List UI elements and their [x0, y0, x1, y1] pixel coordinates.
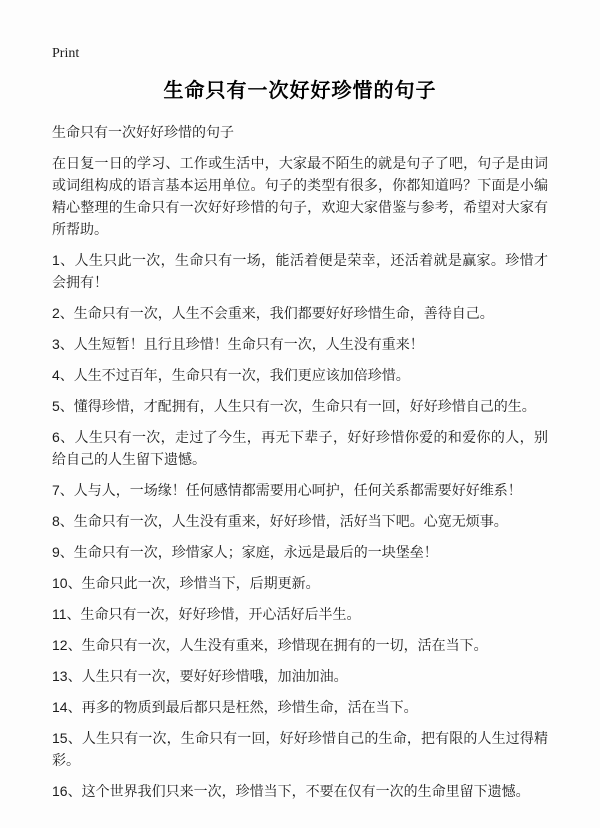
sentence-item: 15、人生只有一次，生命只有一回，好好珍惜自己的生命，把有限的人生过得精彩。: [52, 730, 548, 768]
sentence-item: 2、生命只有一次，人生不会重来，我们都要好好珍惜生命，善待自己。: [52, 305, 494, 321]
sentence-item: 7、人与人，一场缘！任何感情都需要用心呵护，任何关系都需要好好维系！: [52, 482, 522, 498]
sentence-item: 4、人生不过百年，生命只有一次，我们更应该加倍珍惜。: [52, 367, 410, 383]
sentence-item: 6、人生只有一次，走过了今生，再无下辈子，好好珍惜你爱的和爱你的人，别给自己的人生留下遗憾。: [52, 429, 548, 467]
subtitle: 生命只有一次好好珍惜的句子: [52, 124, 234, 140]
sentence-item: 8、生命只有一次，人生没有重来，好好珍惜，活好当下吧。心宽无烦事。: [52, 513, 508, 529]
sentence-item: 1、人生只此一次，生命只有一场，能活着便是荣幸，还活着就是赢家。珍惜才会拥有！: [52, 252, 548, 290]
sentence-item: 14、再多的物质到最后都只是枉然，珍惜生命，活在当下。: [52, 699, 418, 715]
sentence-item: 10、生命只此一次，珍惜当下，后期更新。: [52, 575, 320, 591]
sentence-item: 11、生命只有一次，好好珍惜，开心活好后半生。: [52, 606, 361, 622]
print-link[interactable]: Print: [52, 46, 80, 61]
sentence-item: 16、这个世界我们只来一次，珍惜当下，不要在仅有一次的生命里留下遗憾。: [52, 783, 530, 799]
sentence-item: 5、懂得珍惜，才配拥有，人生只有一次，生命只有一回，好好珍惜自己的生。: [52, 398, 536, 414]
sentence-item: 9、生命只有一次，珍惜家人；家庭，永远是最后的一块堡垒！: [52, 544, 438, 560]
intro-paragraph: 在日复一日的学习、工作或生活中，大家最不陌生的就是句子了吧，句子是由词或词组构成的语言基本运用单位。句子的类型有很多，你都知道吗？下面是小编精心整理的生命只有一次好好珍惜的句子，欢迎大家借鉴与参考，希望对大家有所帮助。: [52, 155, 548, 237]
page-title: 生命只有一次好好珍惜的句子: [163, 80, 437, 102]
sentence-item: 12、生命只有一次，人生没有重来，珍惜现在拥有的一切，活在当下。: [52, 637, 488, 653]
sentence-item: 13、人生只有一次，要好好珍惜哦，加油加油。: [52, 668, 348, 684]
sentence-item: 3、人生短暂！且行且珍惜！生命只有一次，人生没有重来！: [52, 336, 424, 352]
